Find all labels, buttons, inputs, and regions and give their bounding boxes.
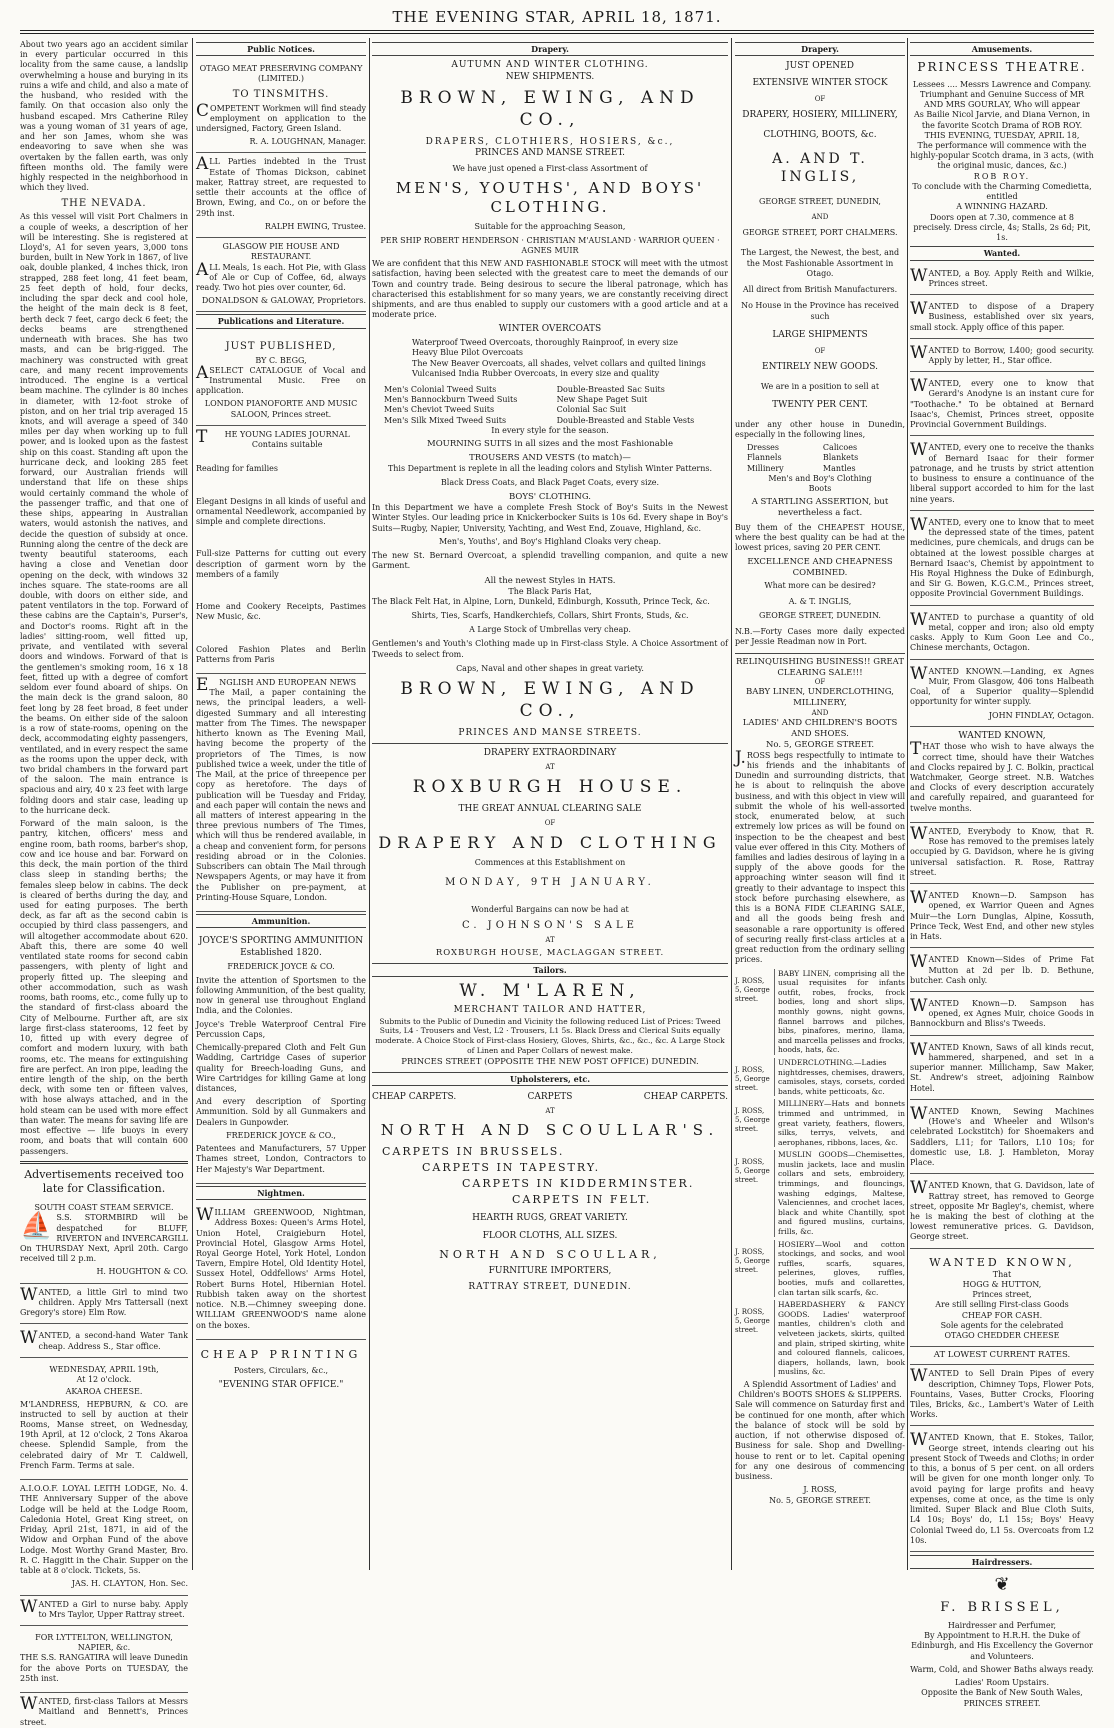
ross-item — [735, 1300, 905, 1377]
column-divider — [192, 38, 193, 1570]
ad-text: OF — [814, 678, 826, 687]
firm-name: BROWN, EWING, AND CO., — [400, 679, 700, 721]
ad-text: CHEAP CARPETS. — [372, 1092, 457, 1103]
list-item: Waterproof Tweed Overcoats, thoroughly Rainproof, in every size — [412, 338, 678, 348]
wanted-ad: WANTED, every one to know that Gerard's Anodyne is an instant cure for "Toothache." To be obtained at Bernard Isaac's, Chemist, Princes street, opposite Provincial Government Buildings. — [910, 375, 1094, 436]
firm-name: W. M'LAREN, — [459, 981, 641, 1002]
ad-text: WILLIAM GREENWOOD, Nightman, Address Boxes: Queen's Arms Hotel, Union Hotel, Craigieburn Hotel, Provincial Hotel, Glasgow Arms Hotel, Royal George Hotel, York Hotel, London Tavern, Empire Hotel, Old Identity Hotel, Sussex Hotel, Oddfellows' Arms Hotel, Robert Burns Hotel, Hibernian Hotel. Rubbish taken away on the shortest notice. N.B.—Chimney sweeping done. WILLIAM GREENWOOD'S name alone on the boxes. — [196, 1205, 366, 1330]
ad-title: CHEAP PRINTING — [200, 1347, 362, 1361]
column-amusements — [910, 40, 1094, 1708]
ad-text: ALL Parties indebted in the Trust Estate of Thomas Dickson, cabinet maker, Rattray street, are requested to settle their accounts at the office of Brown, Ewing, and Co., on or before the 29th inst. — [196, 154, 366, 218]
wanted-ad: WANTED, a Boy. Apply Reith and Wilkie, Princes street. — [910, 265, 1094, 295]
wanted-ad: WANTED Known, that E. Stokes, Tailor, George street, intends clearing out his present Stock of Tweeds and Cloths; in order to this, a bonus of 5 per cent. on all orders will be given for one month longer only. To avoid paying for large profits and heavy expenses, come at once, as the time is only limited. Super Black and Blue Cloth Suits, L4 10s; Boys' do, L1 15s; Boys' Heavy Colonial Tweed do, L1 5s. Overcoats from L2 10s. — [910, 1429, 1094, 1552]
list-item: Double-Breasted Sac Suits — [556, 384, 665, 394]
ad-text: Commences at this Establishment on — [474, 858, 626, 868]
firm-address: PRINCES AND MANSE STREET. — [474, 148, 625, 159]
list-item: New Shape Paget Suit — [556, 395, 648, 405]
ad-item: Elegant Designs in all kinds of useful and ornamental Needlework, accompanied by simple and complete directions. — [196, 496, 366, 527]
ad-item: Full-size Patterns for cutting out every description of garment worn by the members of a family — [196, 549, 366, 579]
ad-name: FREDERICK JOYCE & CO. — [227, 962, 335, 972]
ad-text: Submits to the Public of Dunedin and Vicinity the following reduced List of Prices: Tweed Suits, L4 · Trousers and Vest, L2 · Trousers, L1 5s. Black Dress and Clerical Suits equally moderate. A Choice Stock of First-class Hosiery, Gloves, Shirts, &c., &c., &c. A Large Stock of Linen and Paper Collars of newest make. — [375, 1016, 725, 1055]
ad-title: BABY LINEN, UNDERCLOTHING, MILLINERY, — [746, 687, 894, 709]
ad-title: A WINNING HAZARD. — [956, 202, 1048, 212]
ad-title: RELINQUISHING BUSINESS!! GREAT CLEARING SALE!!! — [735, 656, 905, 678]
carpet-line: CARPETS IN BRUSSELS. — [382, 1144, 565, 1158]
ad-text: Lessees .... Messrs Lawrence and Company. — [912, 79, 1092, 89]
ad-text: OF — [544, 818, 556, 827]
ad-name: C. JOHNSON'S SALE — [462, 919, 638, 931]
ad-text: CARPETS — [527, 1092, 573, 1103]
ad-title: ROB ROY. — [973, 171, 1031, 181]
wanted-ad: WANTED to dispose of a Drapery Business, established over six years, small stock. Apply office of this paper. — [910, 298, 1094, 339]
article-title: THE NEVADA. — [61, 197, 147, 209]
ross-label: J. ROSS, 5, George street. — [735, 976, 770, 1003]
store-name: ROXBURGH HOUSE. — [412, 776, 688, 797]
ad-text: Black Dress Coats, and Black Paget Coats, every size. — [440, 478, 660, 488]
firm-address: Princes street, — [972, 1290, 1032, 1300]
ad-sign: R. A. LOUGHNAN, Manager. — [249, 137, 366, 147]
wanted-ad: WANTED, every one to receive the thanks of Bernard Isaac for their former patronage, and he trusts by strict attention to business to ensure a continuance of the liberal support accorded to him for the last nine years. — [910, 439, 1094, 510]
section-header: Upholsterers, etc. — [372, 1072, 728, 1086]
ad-item: Colored Fashion Plates and Berlin Patterns from Paris — [196, 644, 366, 664]
ad-text: Joyce's Treble Waterproof Central Fire Percussion Caps, — [196, 1019, 366, 1039]
ad-text: And every description of Sporting Ammunition. Sold by all Gunmakers and Dealers in Gunpowder. — [196, 1097, 366, 1127]
ad-text: Patentees and Manufacturers, 57 Upper Thames street, London, Contractors to Her Majesty's War Department. — [196, 1144, 366, 1174]
column-divider — [369, 38, 370, 1570]
ross-item — [735, 1058, 905, 1096]
ad-title: THIS EVENING, TUESDAY, APRIL 18, — [924, 130, 1080, 140]
ross-item — [735, 969, 905, 1055]
column-notices — [196, 40, 366, 1568]
firm-address: GEORGE STREET, PORT CHALMERS. — [742, 228, 898, 238]
firm-trade: FURNITURE IMPORTERS, — [488, 1266, 612, 1277]
auction-time: At 12 o'clock. — [76, 1375, 132, 1385]
ad-text: CHEAP CARPETS. — [643, 1092, 728, 1103]
firm-name: BROWN, EWING, AND CO., — [400, 88, 700, 131]
ad-name: FREDERICK JOYCE & CO., — [226, 1130, 336, 1140]
firm-name: A. AND T. INGLIS, — [772, 151, 868, 186]
ad-text: As Bailie Nicol Jarvie, and Diana Vernon, in the favorite Scotch Drama of ROB ROY. — [914, 110, 1090, 130]
firm-address: Opposite the Bank of New South Wales, PRINCES STREET. — [921, 1688, 1083, 1708]
ad-text: AND — [811, 213, 829, 222]
list-item: Men's Cheviot Tweed Suits — [384, 405, 495, 415]
crest-icon: ❦ — [994, 1574, 1010, 1596]
ad-text: In this Department we have a complete Fresh Stock of Boy's Suits in the Newest Winter Styles. Our leading price in Knickerbocker Suits is 10s 6d. Every shape in Boy's Suits—Rugby, Napier, University, Yachting, and West End, Zouave, Highland, &c. — [372, 503, 728, 533]
ad-text: Buy them of the CHEAPEST HOUSE, where the best quality can be had at the lowest prices, saving 20 PER CENT. — [735, 523, 905, 553]
section-header: Ammunition. — [196, 914, 366, 928]
ad-shop: LONDON PIANOFORTE AND MUSIC SALOON, Princes street. — [204, 399, 358, 419]
ad-text: By Appointment to H.R.H. the Duke of Edinburgh, and His Excellency the Governor and Volunteers. — [911, 1631, 1093, 1661]
ad-title: THE GREAT ANNUAL CLEARING SALE — [458, 804, 642, 815]
firm-trade: MERCHANT TAILOR AND HATTER, — [453, 1005, 647, 1016]
ad-sign: DONALDSON & GALOWAY, Proprietors. — [201, 296, 366, 306]
store-name: NORTH AND SCOULLAR'S. — [380, 1120, 720, 1139]
ross-text: HABERDASHERY & FANCY GOODS. Ladies' waterproof mantles, children's cloth and velveteen jackets, skirts, quilted and plain, striped skirting, white and coloured flannels, calicoes, diapers, hollands, lawn, book muslins, &c. — [774, 1300, 905, 1377]
column-divider — [731, 38, 732, 1570]
ad-title: CLOTHING, BOOTS, &c. — [763, 129, 877, 140]
ad-sign: J. ROSS, — [803, 1485, 837, 1495]
wanted-ad: WANTED, Everybody to Know, that R. Rose has removed to the premises lately occupied by G. Davidson, where he is giving universal satisfaction. R. Rose, Rattray street. — [910, 823, 1094, 884]
carpet-line: CARPETS IN FELT. — [512, 1193, 652, 1207]
firm-name: A. & T. INGLIS, — [788, 596, 852, 606]
column-drapery — [372, 40, 728, 1568]
ad-title: CHEAP FOR CASH. — [961, 1310, 1043, 1320]
wanted-ad: WANTED, every one to know that to meet the depressed state of the times, patent medicines, pure chemicals, and drugs can be obtained at the lowest possible charges at Bernard Isaac's, Chemist by appointment to His Royal Highness the Duke of Edinburgh, and Sir G. Bowen, K.G.C.M., Princes street, opposite Provincial Government Buildings. — [910, 514, 1094, 606]
ad-text: No House in the Province has received such — [741, 301, 899, 321]
ad-text: THE S.S. RANGATIRA will leave Dunedin for the above Ports on TUESDAY, the 25th inst. — [20, 1653, 188, 1683]
ad-text: Doors open at 7.30, commence at 8 precisely. Dress circle, 4s; Stalls, 2s 6d; Pit, 1s. — [913, 212, 1091, 243]
ad-text: We are confident that this NEW AND FASHIONABLE STOCK will meet with the utmost satisfaction, having been selected with the greatest care to meet the demands of our Town and country trade. Being desirous to secure the liberal patronage, which has characterised this establishment for so many years, we are constantly receiving direct shipments, and are thus enabled to supply our customers with a good article and at a moderate price. — [372, 259, 728, 320]
section-header: Drapery. — [372, 42, 728, 56]
firm-address: PRINCES STREET (OPPOSITE THE NEW POST OFFICE) DUNEDIN. — [401, 1057, 699, 1068]
firm-name: NORTH AND SCOULLAR, — [439, 1248, 661, 1262]
ad-title: DRAPERY EXTRAORDINARY — [483, 748, 617, 759]
wanted-ad: WANTED Known—D. Sampson has opened, ex Warrior Queen and Agnes Muir—the Lorn Dunglas, Alpine, Kossuth, Prince Teck, West End, and other new styles in Hats. — [910, 887, 1094, 948]
ad-text: A Large Stock of Umbrellas very cheap. — [469, 625, 631, 635]
ad-title: WANTED KNOWN, — [929, 1255, 1075, 1269]
ad-text: THAT those who wish to have always the correct time, should have their Watches and Clocks repaired by J. C. Bolkin, practical Watchmaker, George street. N.B. Watches and Clocks of every description accurately and carefully repaired, and guaranteed for twelve months. — [910, 739, 1094, 813]
section-header: Publications and Literature. — [196, 314, 366, 328]
column-news — [20, 40, 188, 1727]
ad-text: COMPETENT Workmen will find steady employment on application to the undersigned, Factory, Green Island. — [196, 100, 366, 133]
ad-title: LADIES' AND CHILDREN'S BOOTS AND SHOES. — [742, 718, 898, 739]
ad-text: We have just opened a First-class Assortment of — [452, 163, 648, 173]
list-item: Blankets — [822, 453, 859, 463]
subheading: BOYS' CLOTHING. — [508, 492, 592, 503]
ad-title: OTAGO CHEDDER CHEESE — [944, 1331, 1060, 1341]
ad-title: EXTENSIVE WINTER STOCK — [752, 77, 888, 88]
ross-text: HOSIERY—Wool and cotton stockings, and socks, and wool ruffles, scarfs, squares, pelerines, gloves, ruffles, booties, mufs and collarettes, clan tartan silk scarfs, &c. — [774, 1240, 905, 1298]
ross-label: J. ROSS, 5, George street. — [735, 1107, 770, 1134]
firm-address: GEORGE STREET, DUNEDIN. — [759, 610, 881, 620]
ad-text: AT — [545, 1106, 555, 1115]
subheading: WINTER OVERCOATS — [498, 323, 602, 334]
lodge-text: A.I.O.O.F. LOYAL LEITH LODGE, No. 4. THE Anniversary Supper of the above Lodge will be held at the Lodge Room, Caledonia Hotel, Great King street, on Friday, April 21st, 1871, in aid of the Widow and Orphan Fund of the above Lodge. Most Worthy Grand Master, Bro. R. C. Haggitt in the Chair. Supper on the table at 8 o'clock. Tickets, 5s. — [20, 1484, 188, 1576]
ross-label: J. ROSS, 5, George street. — [735, 1247, 770, 1274]
ad-text: ASELECT CATALOGUE of Vocal and Instrumental Music. Free on application. — [196, 362, 366, 396]
firm-name: F. BRISSEL, — [940, 1600, 1064, 1616]
section-header: Tailors. — [372, 963, 728, 977]
article-body: Forward of the main saloon, is the pantry, kitchen, officers' mess and engine room, bath rooms, barber's shop, cow and ice house and bar. Forward on this deck, the main portion of the third class sleep in standing berths; the females sleep below in cabins. The deck is cleared of berths during the day, and used for eating purposes. The berth deck, as far aft as the second cabin is occupied by third class passengers, and will altogether accommodate about 620. Abaft this, there are some 40 well ventilated state rooms for second cabin passengers, with plenty of light and properly fitted up. The sleeping and other accommodation, such as wash rooms, bath rooms, etc., come fully up to the standard of first-class aboard the City of Melbourne. Further aft, are six large first-class staterooms, 12 feet by 10, fitted up with every degree of comfort and modern luxury, with bath rooms, etc. The means for extinguishing fire are perfect. An iron pipe, leading the entire length of the ship, on the berth deck, with some ten or fifteen valves, with hose always attached, and in the hold steam can be used with more effect than water. The means for saving life are most effective — life buoys in every room, and boats that will contain 600 passengers. — [20, 819, 188, 1156]
firm-trade: Hairdresser and Perfumer, — [947, 1620, 1057, 1630]
firm-address: No. 5, GEORGE STREET. — [765, 739, 875, 750]
ross-label: J. ROSS, 5, George street. — [735, 1065, 770, 1092]
firm-address: PRINCES AND MANSE STREETS. — [372, 728, 728, 745]
ad-text: under any other house in Dunedin, especially in the following lines, — [735, 419, 905, 439]
ad-text: Triumphant and Genuine Success of MR AND MRS GOURLAY, Who will appear — [919, 89, 1085, 110]
ad-text: AT — [545, 762, 555, 771]
ad-title: EXCELLENCE AND CHEAPNESS COMBINED. — [747, 556, 893, 578]
ad-item: Home and Cookery Receipts, Pastimes New Music, &c. — [196, 602, 366, 622]
ad-text: Sale will commence on Saturday first and be continued for one month, after which the balance of stock will be sold by auction, if not otherwise disposed of. Business for sale. Shop and Dwelling-house to rent or to let. Capital opening for any one desirous of commencing business. — [735, 1400, 905, 1482]
list-item: Men's Silk Mixed Tweed Suits — [384, 415, 507, 425]
list-item: Men's Bannockburn Tweed Suits — [384, 395, 518, 405]
ship-icon: ⛵ — [20, 1211, 53, 1242]
ad-text: Wonderful Bargains can now be had at — [471, 905, 629, 915]
ad-text: Suitable for the approaching Season, — [474, 222, 626, 232]
section-header: Hairdressers. — [910, 1555, 1094, 1569]
ross-item — [735, 1150, 905, 1236]
ad-text: ALL Meals, 1s each. Hot Pie, with Glass of Ale or Cup of Coffee, 6d, always ready. Two hot pies over counter, 6d. — [196, 259, 366, 293]
list-item: Heavy Blue Pilot Overcoats — [412, 348, 524, 358]
sale-date: MONDAY, 9TH JANUARY. — [445, 876, 655, 888]
ad-text: AND — [811, 709, 829, 718]
wanted-ad: WANTED a Girl to nurse baby. Apply to Mrs Taylor, Upper Rattray street. — [20, 1596, 188, 1626]
ad-text: To conclude with the Charming Comedietta, entitled — [912, 181, 1092, 202]
list-item: Double-Breasted and Stable Vests — [556, 415, 695, 425]
ad-text: FLOOR CLOTHS, ALL SIZES. — [482, 1230, 618, 1241]
wanted-ad: WANTED Known, that G. Davidson, late of Rattray street, has removed to George street, opposite Mr Bagley's, chemist, where he is making the best of clothing at the lowest remunerative prices. G. Davidson, George street. — [910, 1177, 1094, 1248]
ad-title: JUST PUBLISHED, — [225, 340, 337, 352]
ad-text: Posters, Circulars, &c., — [233, 1365, 329, 1375]
wanted-ad: WANTED Known, Sewing Machines (Howe's and Wheeler and Wilson's celebrated Lockstitch) for Shoemakers and Saddlers, L11; for Tailors, L10 10s; for domestic use, L8. J. Hambleton, Moray Place. — [910, 1103, 1094, 1174]
carpet-line: CARPETS IN TAPESTRY. — [422, 1160, 601, 1174]
firm-name: HOGG & HUTTON, — [962, 1279, 1042, 1289]
ad-text: AT — [545, 936, 555, 945]
ad-text: Shirts, Ties, Scarfs, Handkerchiefs, Collars, Shirt Fronts, Studs, &c. — [411, 610, 689, 620]
ad-text: HEARTH RUGS, GREAT VARIETY. — [472, 1213, 628, 1224]
lodge-sign: JAS. H. CLAYTON, Hon. Sec. — [71, 1579, 188, 1589]
ad-subtitle: NEW SHIPMENTS. — [505, 71, 595, 82]
wanted-ad: WANTED KNOWN.—Landing, ex Agnes Muir, From Glasgow, 406 tons Halbeath Coal, of a Superior quality—Splendid opportunity for winter supply. — [910, 663, 1094, 707]
subheading: All the newest Styles in HATS. — [484, 575, 616, 586]
ad-title: A Splendid Assortment of Ladies' and Children's BOOTS SHOES & SLIPPERS. — [738, 1379, 902, 1400]
ad-title: AUTUMN AND WINTER CLOTHING. — [451, 60, 649, 71]
ad-text: N.B.—Forty Cases more daily expected per Jessie Readman now in Port. — [735, 627, 905, 653]
ad-text: Chemically-prepared Cloth and Felt Gun Wadding, Cartridge Cases of superior quality for Breech-loading Guns, and Wire Cartridges for killing Game at long distances, — [196, 1043, 366, 1093]
firm-address: No. 5, GEORGE STREET. — [769, 1495, 871, 1505]
auction-text: M'LANDRESS, HEPBURN, & CO. are instructed to sell by auction at their Rooms, Manse street, on Wednesday, 19th April, at 12 o'clock, 2 Tons Akaroa cheese. Splendid Sample, from the celebrated dairy of Mr T. Caldwell, French Farm. Terms at sale. — [20, 1399, 188, 1470]
ad-title: TO TINSMITHS. — [232, 88, 330, 100]
list-item: Men's and Boy's Clothing — [768, 473, 872, 483]
list-item: Calicoes — [822, 443, 858, 453]
ad-title: JOYCE'S SPORTING AMMUNITION Established 1820. — [198, 936, 364, 958]
ad-text: The new St. Bernard Overcoat, a splendid travelling companion, and quite a new Garment. — [372, 551, 728, 571]
ross-text: MUSLIN GOODS—Chemisettes, muslin jackets, lace and muslin collars and sets, embroidery, trimmings, and flouncings, washing edgings, Maltese, Valenciennes, and crochet laces, black and white Chantilly, spot and figured muslins, curtains, frills, &c. — [774, 1150, 905, 1236]
ad-text: Invite the attention of Sportsmen to the following Ammunition, of the best quality, now in general use throughout England India, and the Colonies. — [196, 975, 366, 1016]
ad-item: Reading for families — [196, 464, 278, 474]
list-item: Dresses — [747, 443, 780, 453]
ad-text: The Mail, a paper containing the news, the principal leaders, a well-digested Summary and all interesting matter from The Times. The newspaper hitherto known as The Evening Mail, having become the property of the proprietors of The Times, is now published twice a week, under the title of The Mail, at the price of threepence per copy as heretofore. The days of publication will be Tuesday and Friday, and each paper will contain the news and all matters of interest appearing in the three previous numbers of The Times, which will thus be rendered available, in a cheap and convenient form, for persons residing abroad or in the Colonies. Subscribers can obtain The Mail through Newspapers Agents, or may have it from the Publisher on pre-payment, at Printing-House Square, London. — [196, 688, 366, 902]
ross-item — [735, 1240, 905, 1298]
column-drapery-2 — [735, 40, 905, 1568]
ad-text: This Department is replete in all the leading colors and Stylish Winter Patterns. — [387, 463, 713, 473]
wanted-ad: WANTED, first-class Tailors at Messrs Maitland and Bennett's, Princes street. — [20, 1694, 188, 1727]
ad-title: FOR LYTTELTON, WELLINGTON, NAPIER, &c. — [35, 1633, 173, 1653]
firm-address: RATTRAY STREET, DUNEDIN. — [468, 1281, 632, 1292]
subheading: TROUSERS AND VESTS (to match)— — [469, 453, 631, 464]
section-header: Nightmen. — [196, 1186, 366, 1200]
ad-text: OF — [814, 95, 826, 104]
ad-headline: MEN'S, YOUTHS', AND BOYS' CLOTHING. — [395, 179, 705, 217]
ad-text: The Largest, the Newest, the best, and the Most Fashionable Assortment in Otago. — [740, 248, 900, 278]
ad-title: AT LOWEST CURRENT RATES. — [910, 1347, 1094, 1365]
ad-text: Warm, Cold, and Shower Baths always ready. — [910, 1664, 1094, 1674]
ad-office: "EVENING STAR OFFICE." — [218, 1380, 344, 1391]
ad-text: Are still selling First-class Goods — [935, 1300, 1069, 1310]
ad-title: ENTIRELY NEW GOODS. — [762, 362, 878, 373]
ad-title: SOUTH COAST STEAM SERVICE. — [34, 1203, 174, 1213]
auction-date: WEDNESDAY, APRIL 19th, — [49, 1364, 159, 1374]
ad-title: OTAGO MEAT PRESERVING COMPANY (LIMITED.) — [199, 64, 363, 84]
ad-text: Ladies' Room Upstairs. — [954, 1678, 1050, 1688]
column-divider — [907, 38, 908, 1570]
ad-text: S.S. STORMBIRD will be despatched for BLUFF, RIVERTON and INVERCARGILL On THURSDAY Next, April 20th. Cargo received till 2 p.m. — [20, 1213, 188, 1264]
wanted-ad: WANTED Known, Saws of all kinds recut, hammered, sharpened, and set in a superior manner. Millichamp, Saw Maker, St. Andrew's street, adjoining Rainbow Hotel. — [910, 1039, 1094, 1100]
wanted-ad: WANTED Known—Sides of Prime Fat Mutton at 2d per lb. D. Bethune, butcher. Cash only. — [910, 951, 1094, 992]
section-header: Public Notices. — [196, 42, 366, 56]
ad-text: Sole agents for the celebrated — [940, 1320, 1064, 1330]
ad-title: THE YOUNG LADIES JOURNAL Contains suitable — [196, 426, 350, 450]
ship-list: PER SHIP ROBERT HENDERSON · CHRISTIAN M'AUSLAND · WARRIOR QUEEN · AGNES MUIR — [380, 235, 720, 255]
ad-text: That — [992, 1269, 1012, 1279]
ad-text: The performance will commence with the highly-popular Scotch drama, in 3 acts, (with the original music, dances, &c.) — [910, 141, 1094, 171]
ad-address: ROXBURGH HOUSE, MACLAGGAN STREET. — [435, 948, 665, 959]
ad-sign: H. HOUGHTON & CO. — [96, 1267, 188, 1277]
ad-title: WANTED KNOWN, — [958, 730, 1046, 741]
list-item: Mantles — [822, 463, 856, 473]
ad-sign: RALPH EWING, Trustee. — [264, 221, 366, 231]
ad-title: LARGE SHIPMENTS — [772, 329, 868, 340]
ad-text: All direct from British Manufacturers. — [742, 285, 898, 295]
ad-text: In every style for the season. — [491, 425, 609, 435]
divider — [20, 1161, 188, 1164]
masthead-rule — [20, 30, 1094, 31]
ad-text: OF — [814, 347, 826, 356]
list-item: The New Beaver Overcoats, all shades, velvet collars and quilted linings — [412, 358, 706, 368]
ross-text: MILLINERY—Hats and bonnets trimmed and untrimmed, in great variety, feathers, flowers, silks, terrys, velvets, and aerophanes, ribbons, laces, &c. — [774, 1099, 905, 1147]
carpet-line: CARPETS IN KIDDERMINSTER. — [462, 1177, 695, 1191]
list-item: Millinery — [747, 463, 784, 473]
ross-item — [735, 1099, 905, 1147]
ad-text: We are in a position to sell at — [760, 381, 880, 391]
wanted-ad: WANTED to Sell Drain Pipes of every description, Chimney Tops, Flower Pots, Fountains, Vases, Butter Crocks, Flooring Tiles, Bricks, &c., Lambert's Water of Leith Works. — [910, 1365, 1094, 1426]
ad-title: TWENTY PER CENT. — [772, 400, 868, 411]
subheading: MOURNING SUITS in all sizes and the most Fashionable — [426, 439, 673, 450]
ad-title: GLASGOW PIE HOUSE AND RESTAURANT. — [222, 242, 340, 262]
ad-text: J.ROSS begs respectfully to intimate to his friends and the inhabitants of Dunedin and surrounding districts, that he is about to relinquish the above business, and with this object in view will submit the whole of his well-assorted stock, enumerated below, at such extremely low prices as will be found on inspection to be the cheapest and best value ever offered in this City. Mothers of families and ladies desirous of laying in a supply of the above goods for the approaching winter season will find it greatly to their advantage to inspect this stock before purchasing elsewhere, as this is a BONA FIDE CLEARING SALE, and all the goods being fresh and seasonable a rare opportunity is offered of securing really first-class articles at a great reduction from the ordinary selling prices. — [735, 747, 905, 965]
ad-text: What more can be desired? — [764, 581, 876, 591]
list-item: Boots — [808, 484, 832, 494]
firm-address: GEORGE STREET, DUNEDIN, — [759, 197, 881, 207]
masthead-rule-2 — [20, 33, 1094, 34]
masthead: THE EVENING STAR, APRIL 18, 1871. — [392, 8, 722, 26]
ad-text: Men's, Youths', and Boy's Highland Cloaks very cheap. — [438, 536, 662, 546]
section-header: Drapery. — [735, 42, 905, 56]
ad-headline: DRAPERY AND CLOTHING — [378, 832, 722, 852]
news-paragraph: About two years ago an accident similar in every particular occurred in this locality from the same cause, a landslip overwhelming a house and burying in its ruins a wife and child, and also a mate of the husband, who resided with the family. On that occasion also only the husband escaped. Mrs Catherine Riley was a young woman of 31 years of age, and her son James, whom she was endeavoring to save when she was overtaken by the fallen earth, was only fifteen months old. The family were highly respected in the neighborhood in which they lived. — [20, 40, 188, 193]
ad-text: Caps, Naval and other shapes in great variety. — [456, 663, 644, 673]
list-item: Flannels — [747, 453, 782, 463]
auction-title: AKAROA CHEESE. — [65, 1387, 143, 1397]
ad-title: JUST OPENED — [786, 61, 854, 72]
list-item: Vulcanised India Rubber Overcoats, in every size and quality — [412, 368, 660, 378]
wanted-ad: WANTED to Borrow, L400; good security. Apply by letter, H., Star office. — [910, 342, 1094, 372]
ad-title: DRAPERY, HOSIERY, MILLINERY, — [742, 110, 898, 121]
wanted-ad: WANTED to purchase a quantity of old metal, copper and iron; also old empty casks. Apply to Kum Goon Lee and Co., Chinese merchants, Octagon. — [910, 609, 1094, 660]
list-item: Colonial Sac Suit — [556, 405, 627, 415]
article-body: As this vessel will visit Port Chalmers in a couple of weeks, a description of her will be interesting. She is registered at Lloyd's, A1 for seven years, 3,000 tons burden, built in New York in 1867, of live oak, double planked, 4 inches thick, iron strapped, 288 feet long, 41 feet beam, 25 feet depth of hold, four decks, including the spar deck and cool hole, the height of the main deck is 8 feet, berth deck 7 feet, cargo deck 6 feet; the decks beams are strengthened underneath with braces. She has two masts, and can be brig-rigged. The machinery was constructed with great care, and many recent improvements introduced. The engine is a vertical beam machine. The cylinder is 80 inches in diameter, with 12-foot stroke of piston, and on her trial trip averaged 15 knots, and will average a speed of 340 miles per day when working up to full power, and is looked upon as the fastest ship on this coast. Standing aft upon the hurricane deck, and looking 285 feet forward, our Australian friends will understand that life on these ships would certainly command the whole of the passenger traffic, and that one of these ships, appearing in Australian waters, would astonish the natives, and decide the question of subsidy at once. Running along the centre of the deck are twenty beautiful staterooms, each having a close and Venetian door opening on the deck, with windows 32 inches square. The state-rooms are all double, with doors on either side, and patent ventilators in the top. Forward of these cabins are the Captain's, Purser's, and Doctor's rooms. Right aft in the ladies' sitting-room, well fitted up, private, and ventilated with several doors and windows. Forward of that is the gentlemen's smoking room, 16 x 18 feet, fitted up with a degree of comfort seldom ever found aboard of ships. On the main deck is the grand saloon, 80 feet long by 28 feet broad, 8 feet under the beams. On either side of the saloon is a row of state-rooms, opening on the deck, accommodating eighty passengers, ventilated, and in every respect the same as the rooms upon the upper deck, with two bridal chambers in the forward part of the saloon. The main entrance is spacious and airy, 40 x 23 feet with large folding doors and stair case, leading up to the hurricane deck. — [20, 212, 188, 815]
ad-byline: BY C. BEGG, — [255, 355, 307, 365]
section-header: Wanted. — [910, 246, 1094, 260]
ad-text: Gentlemen's and Youth's Clothing made up in First-class Style. A Choice Assortment of Tweeds to select from. — [372, 639, 728, 659]
section-title: Advertisements received too late for Classification. — [24, 1167, 184, 1195]
ross-text: BABY LINEN, comprising all the usual requisites for infants outfit, robes, frocks, frock bodies, long and short slips, monthly gowns, night gowns, flannel barrows and pilches, bibs, pinafores, merino, llama, and marcella pelisses and frocks, hoods, hats, &c. — [774, 969, 905, 1055]
suits-table — [372, 385, 728, 426]
ad-sign: JOHN FINDLAY, Octagon. — [988, 710, 1094, 720]
firm-trade: DRAPERS, CLOTHIERS, HOSIERS, &c., — [425, 136, 675, 147]
wanted-ad: WANTED, a little Girl to mind two children. Apply Mrs Tattersall (next Gregory's store) Elm Row. — [20, 1284, 188, 1325]
ross-label: J. ROSS, 5, George street. — [735, 1158, 770, 1185]
ad-title: ENGLISH AND EUROPEAN NEWS — [196, 674, 357, 695]
ross-label: J. ROSS, 5, George street. — [735, 1308, 770, 1335]
carpets-row — [372, 1092, 728, 1104]
ad-text: The Black Paris Hat, — [508, 586, 592, 596]
theatre-title: PRINCESS THEATRE. — [917, 60, 1087, 75]
ad-text: The Black Felt Hat, in Alpine, Lorn, Dunkeld, Edinburgh, Kossuth, Prince Teck, &c. — [372, 596, 710, 606]
wanted-ad: WANTED, a second-hand Water Tank cheap. Address S., Star office. — [20, 1327, 188, 1357]
section-header: Amusements. — [910, 42, 1094, 56]
list-item: Men's Colonial Tweed Suits — [384, 384, 497, 394]
wanted-ad: WANTED Known—D. Sampson has opened, ex Agnes Muir, choice Goods in Bannockburn and Bliss's Tweeds. — [910, 995, 1094, 1036]
ad-title: A STARTLING ASSERTION, but nevertheless a fact. — [751, 497, 889, 519]
ross-text: UNDERCLOTHING.—Ladies nightdresses, chemises, drawers, camisoles, stays, corsets, corded bands, white petticoats, &c. — [774, 1058, 905, 1096]
lines-table — [735, 443, 905, 474]
